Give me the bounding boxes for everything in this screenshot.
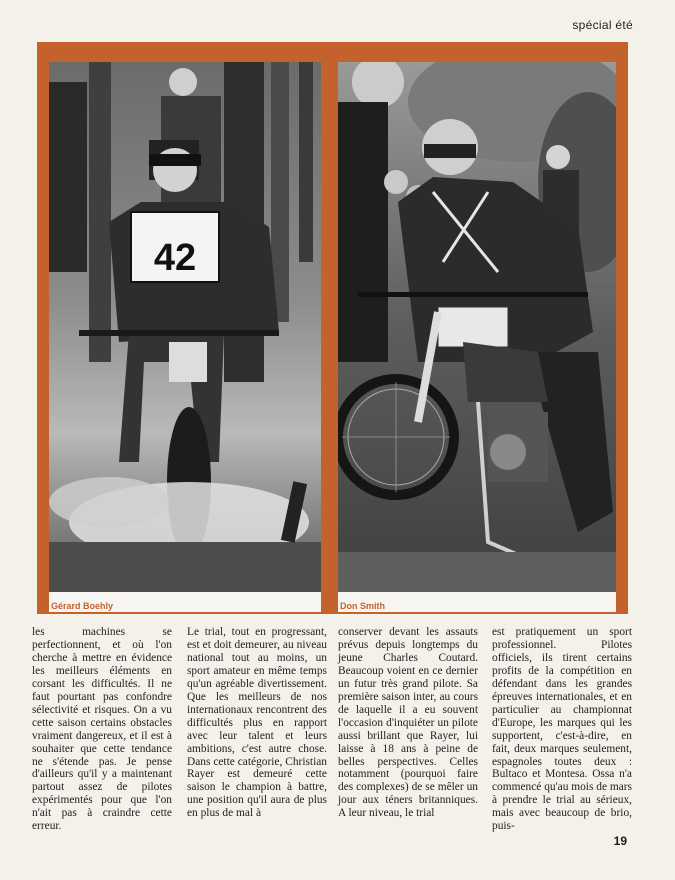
photo-caption-right: Don Smith bbox=[340, 601, 385, 611]
bib-number: 42 bbox=[153, 237, 197, 279]
article-body bbox=[30, 626, 630, 831]
article-column-2: Le trial, tout en progressant, est et doit demeurer, au niveau national tout au moins, un sport amateur en même temps qu'un agréable divertissement. Que les meilleurs de nos internationaux rencontrent des difficultés plus en rapport avec leur talent et leurs ambitions, c'est autre chose. Dans cette catégorie, Christian Rayer est demeuré cette saison le champion à battre, une position qu'il aura de plus en plus de mal à bbox=[187, 626, 327, 820]
rider-photo-right bbox=[338, 62, 616, 612]
photo-frame bbox=[37, 42, 628, 614]
article-column-4: est pratiquement un sport professionnel. Pilotes officiels, ils tirent certains profits de la compétition en défendant dans les grandes épreuves internationales, et en particulier au championnat d'Europe, les marques qui les supportent, c'est-à-dire, en fait, deux marques seulement, espagnoles toutes deux : Bultaco et Montesa. Ossa n'a commencé qu'au mois de mars à prendre le trial au sérieux, mais avec beaucoup de brio, puis- bbox=[492, 626, 632, 833]
article-column-1: les machines se perfectionnent, et où l'on cherche à mettre en évidence les meilleurs éléments en corsant les difficultés. Il ne faut pourtant pas confondre sélectivité et risques. On a vu cette saison certains obstacles vraiment dangereux, et il est à souhaiter que cette tendance ne s'étende pas. Je pense d'ailleurs qu'il y a maintenant partout assez de pilotes expérimentés pour que l'on n'ait pas à craindre cette erreur. bbox=[32, 626, 172, 833]
section-header: spécial été bbox=[572, 18, 633, 32]
photo-caption-left: Gérard Boehly bbox=[51, 601, 114, 611]
article-column-3: conserver devant les assauts prévus depuis longtemps du jeune Charles Coutard. Beaucoup voient en ce dernier un futur très grand pilote. Sa première saison inter, au cours de laquelle il a eu souvent l'occasion d'inquiéter un pilote aussi brillant que Rayer, lui laisse à 18 ans à peine de belles perspectives. Celles notamment (pourquoi faire des complexes) de se mêler un jour aux téners britanniques. A leur niveau, le trial bbox=[338, 626, 478, 820]
rider-photo-left bbox=[49, 62, 321, 612]
photo-gerard-boehly bbox=[49, 62, 321, 612]
photo-don-smith bbox=[338, 62, 616, 612]
page-number: 19 bbox=[613, 834, 627, 848]
